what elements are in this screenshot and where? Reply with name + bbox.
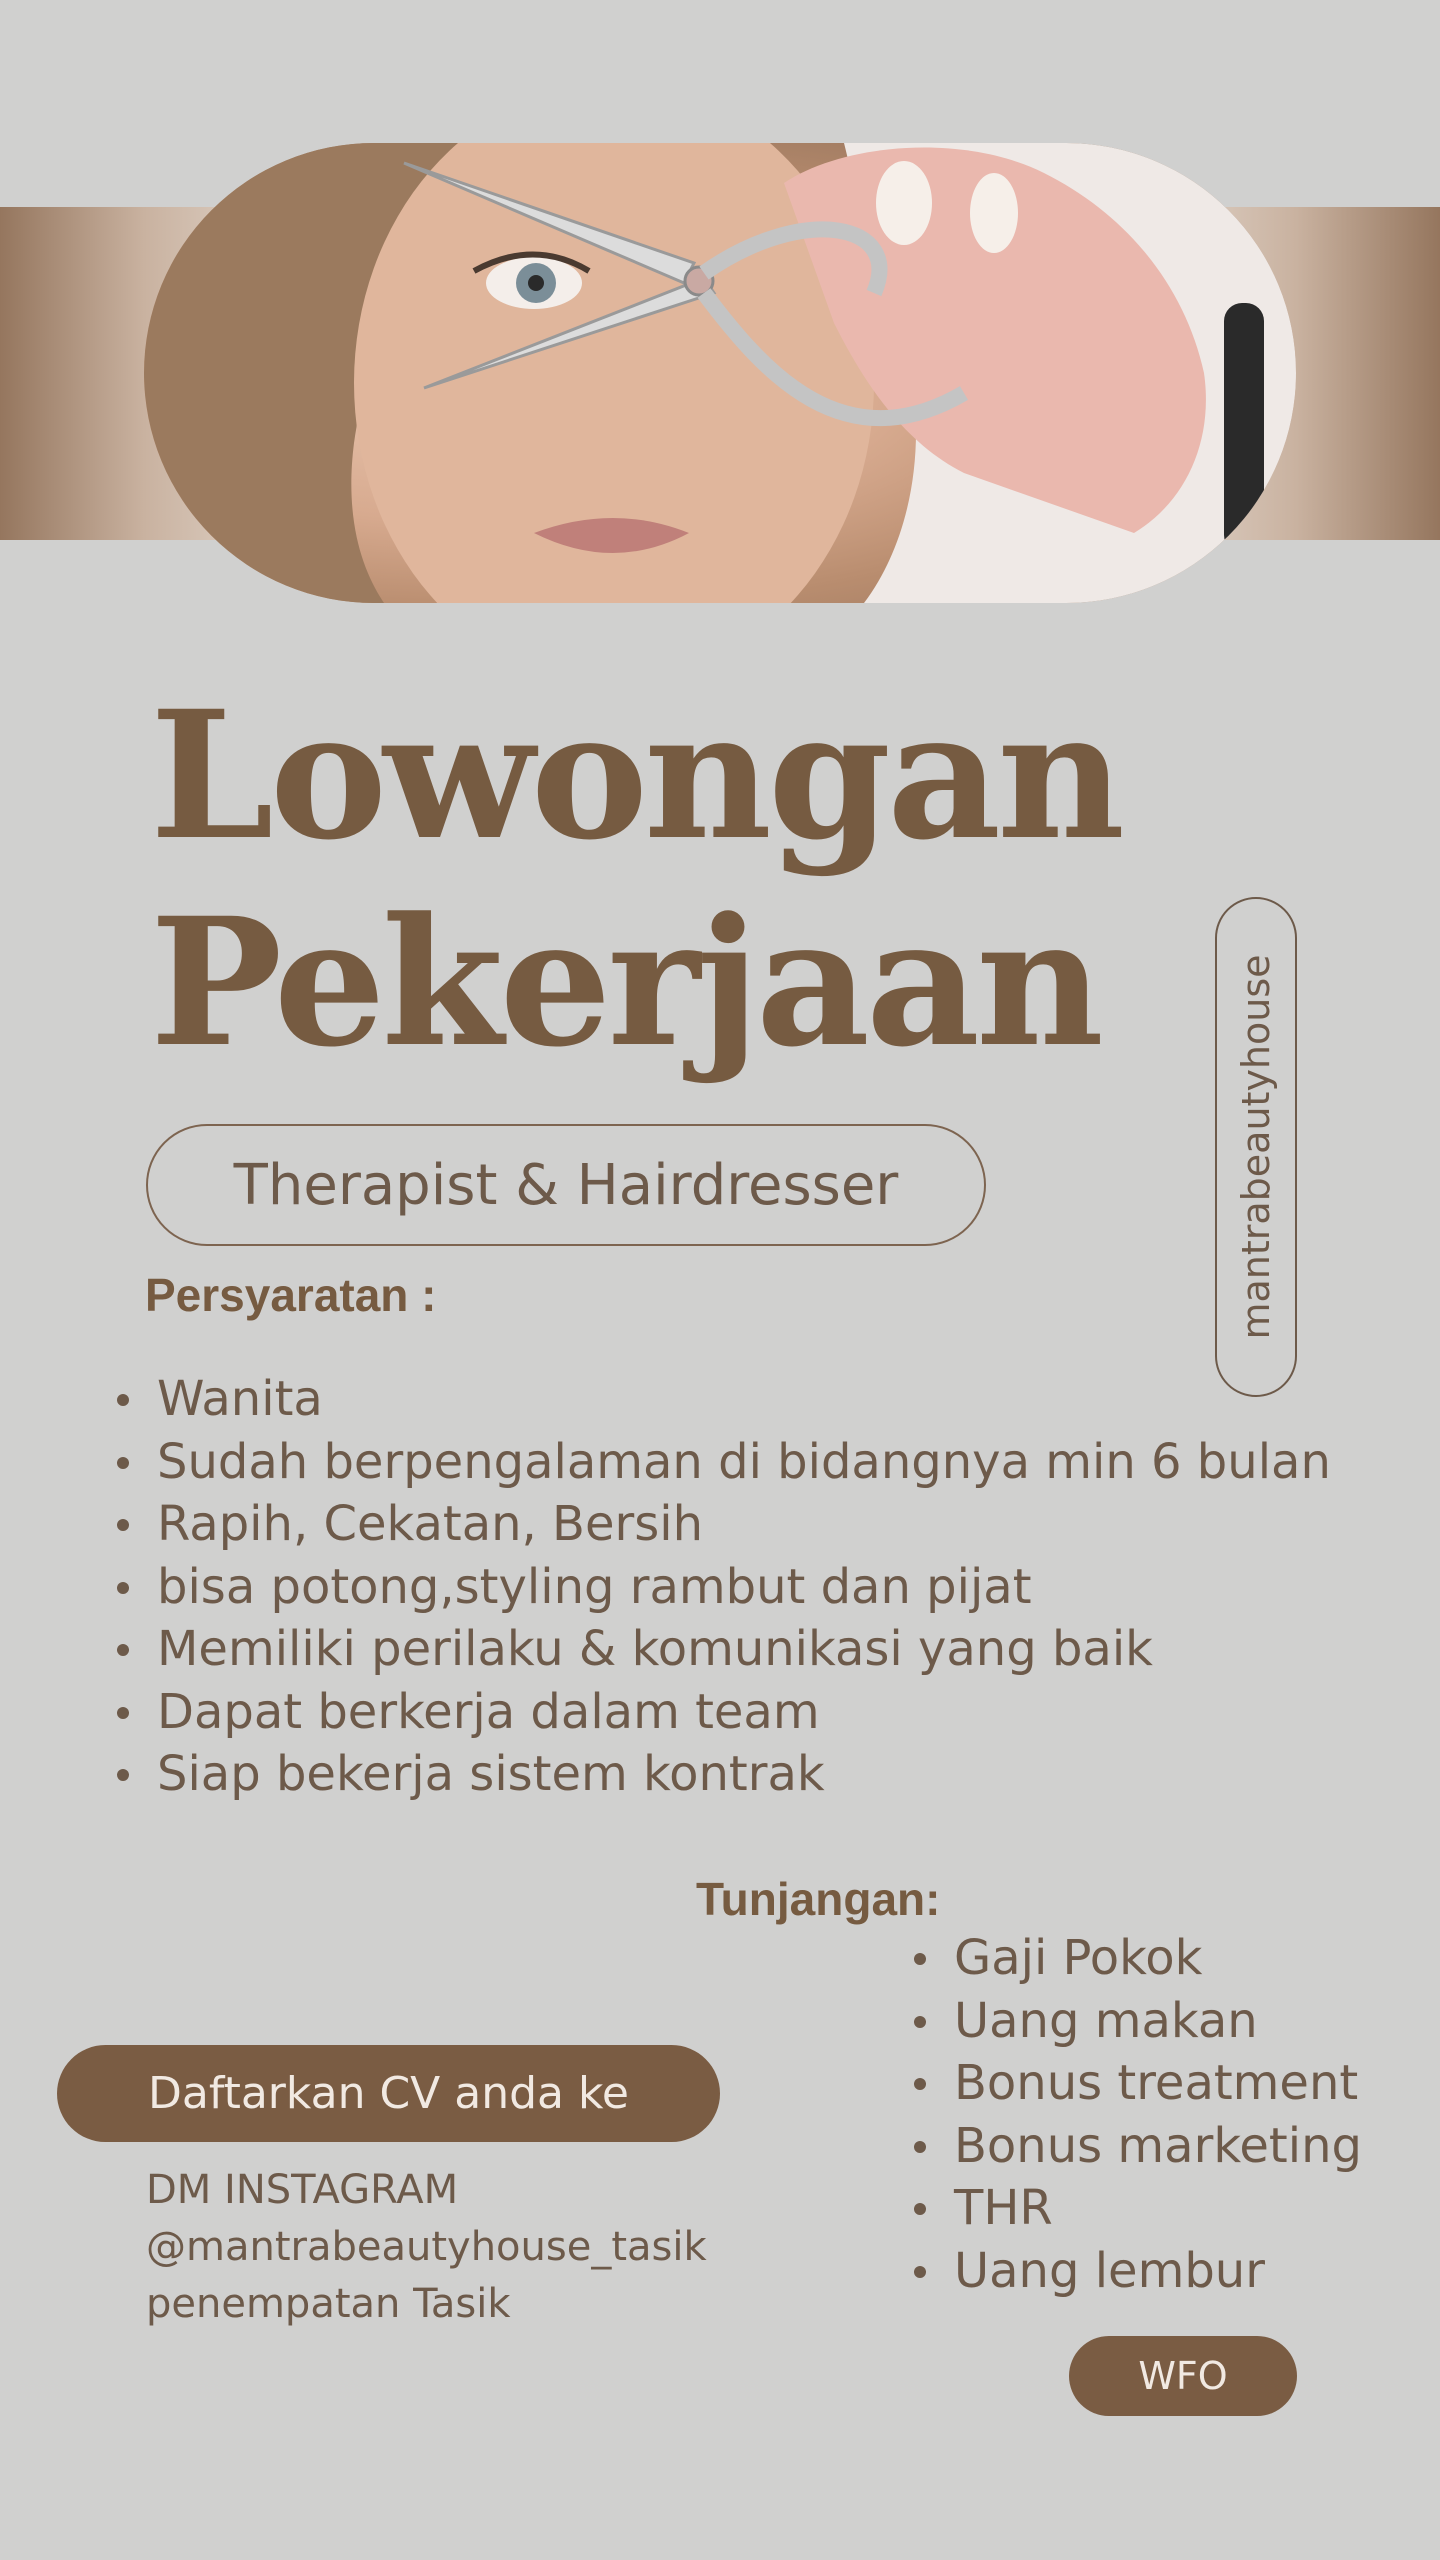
- submit-cv-banner: Daftarkan CV anda ke: [57, 2045, 720, 2142]
- contact-info: [146, 2162, 707, 2333]
- list-item: Wanita: [157, 1368, 1331, 1431]
- brand-vertical-pill: [1215, 897, 1297, 1397]
- list-item: Gaji Pokok: [954, 1927, 1362, 1990]
- list-item: Dapat berkerja dalam team: [157, 1681, 1331, 1744]
- list-item: Sudah berpengalaman di bidangnya min 6 bulan: [157, 1431, 1331, 1494]
- title-line-1: Lowongan: [150, 672, 1122, 879]
- hero-photo: [144, 143, 1296, 603]
- list-item: Rapih, Cekatan, Bersih: [157, 1493, 1331, 1556]
- list-item: Memiliki perilaku & komunikasi yang baik: [157, 1618, 1331, 1681]
- list-item: Uang makan: [954, 1990, 1362, 2053]
- list-item: bisa potong,styling rambut dan pijat: [157, 1556, 1331, 1619]
- benefits-list: [954, 1927, 1362, 2302]
- list-item: THR: [954, 2177, 1362, 2240]
- requirements-list: [157, 1368, 1331, 1806]
- work-mode-badge: WFO: [1069, 2336, 1297, 2416]
- placement-location: penempatan Tasik: [146, 2281, 511, 2327]
- brand-vertical-text: mantrabeautyhouse: [1234, 954, 1278, 1340]
- list-item: Siap bekerja sistem kontrak: [157, 1743, 1331, 1806]
- requirements-heading: Persyaratan :: [145, 1269, 437, 1321]
- title-line-2: Pekerjaan: [150, 879, 1100, 1086]
- list-item: Uang lembur: [954, 2240, 1362, 2303]
- benefits-heading: Tunjangan:: [696, 1873, 941, 1925]
- job-role-pill: Therapist & Hairdresser: [146, 1124, 986, 1246]
- instagram-handle: @mantrabeautyhouse_tasik: [146, 2224, 707, 2270]
- list-item: Bonus marketing: [954, 2115, 1362, 2178]
- contact-dm-label: DM INSTAGRAM: [146, 2167, 459, 2213]
- list-item: Bonus treatment: [954, 2052, 1362, 2115]
